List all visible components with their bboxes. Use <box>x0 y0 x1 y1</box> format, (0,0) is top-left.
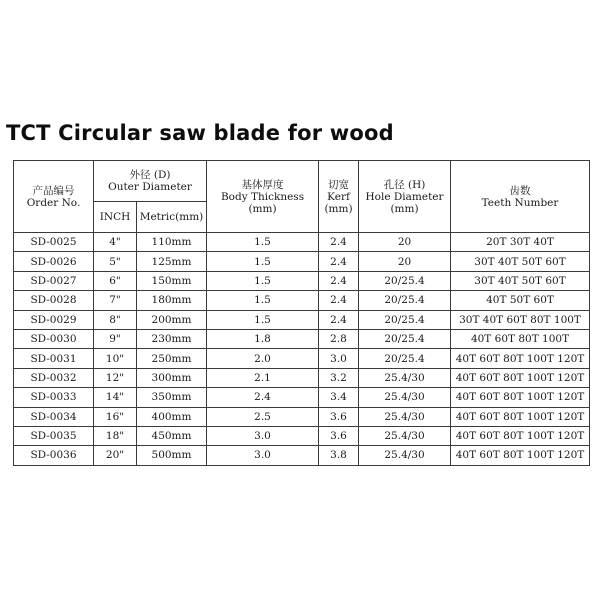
page-title: TCT Circular saw blade for wood <box>6 121 394 145</box>
teeth-number-cell: 40T 60T 80T 100T 120T <box>451 407 590 426</box>
inch-cell: 18" <box>94 426 137 445</box>
table-row <box>14 388 590 407</box>
teeth-number-cell: 30T 40T 50T 60T <box>451 252 590 271</box>
header-kerf-unit: (mm) <box>324 202 353 215</box>
header-body-thickness-cn: 基体厚度 <box>241 178 284 191</box>
table-header <box>14 161 590 233</box>
teeth-number-cell: 40T 50T 60T <box>451 291 590 310</box>
inch-cell: 5" <box>94 252 137 271</box>
metric-cell: 180mm <box>137 291 207 310</box>
header-outer-diameter-cn: 外径 (D) <box>129 169 171 181</box>
metric-cell: 230mm <box>137 329 207 348</box>
order-no-cell: SD-0033 <box>14 388 94 407</box>
kerf-cell: 2.4 <box>319 310 359 329</box>
header-teeth-number-cn: 齿数 <box>509 184 531 197</box>
kerf-cell: 2.4 <box>319 271 359 290</box>
body-thickness-cell: 2.0 <box>207 349 319 368</box>
table-row <box>14 349 590 368</box>
header-hole-diameter <box>359 161 451 233</box>
teeth-number-cell: 40T 60T 80T 100T 120T <box>451 368 590 387</box>
header-kerf-en: Kerf <box>327 190 350 203</box>
body-thickness-cell: 2.1 <box>207 368 319 387</box>
kerf-cell: 3.6 <box>319 407 359 426</box>
teeth-number-cell: 40T 60T 80T 100T 120T <box>451 446 590 465</box>
table-row <box>14 426 590 445</box>
inch-cell: 12" <box>94 368 137 387</box>
metric-cell: 350mm <box>137 388 207 407</box>
inch-cell: 8" <box>94 310 137 329</box>
inch-cell: 9" <box>94 329 137 348</box>
header-body-thickness <box>207 161 319 233</box>
header-kerf-cn: 切宽 <box>328 178 350 191</box>
kerf-cell: 2.8 <box>319 329 359 348</box>
metric-cell: 500mm <box>137 446 207 465</box>
body-thickness-cell: 2.5 <box>207 407 319 426</box>
kerf-cell: 2.4 <box>319 291 359 310</box>
hole-diameter-cell: 20/25.4 <box>359 291 451 310</box>
inch-cell: 20" <box>94 446 137 465</box>
body-thickness-cell: 1.5 <box>207 310 319 329</box>
body-thickness-cell: 3.0 <box>207 446 319 465</box>
header-hole-diameter-unit: (mm) <box>390 202 419 215</box>
metric-cell: 450mm <box>137 426 207 445</box>
hole-diameter-cell: 25.4/30 <box>359 388 451 407</box>
table-body <box>14 233 590 466</box>
order-no-cell: SD-0034 <box>14 407 94 426</box>
metric-cell: 400mm <box>137 407 207 426</box>
body-thickness-cell: 1.8 <box>207 329 319 348</box>
order-no-cell: SD-0026 <box>14 252 94 271</box>
table-row <box>14 252 590 271</box>
header-hole-diameter-en: Hole Diameter <box>365 190 444 203</box>
order-no-cell: SD-0027 <box>14 271 94 290</box>
hole-diameter-cell: 25.4/30 <box>359 426 451 445</box>
metric-cell: 200mm <box>137 310 207 329</box>
metric-cell: 110mm <box>137 233 207 252</box>
inch-cell: 14" <box>94 388 137 407</box>
teeth-number-cell: 40T 60T 80T 100T <box>451 329 590 348</box>
order-no-cell: SD-0025 <box>14 233 94 252</box>
order-no-cell: SD-0036 <box>14 446 94 465</box>
kerf-cell: 3.8 <box>319 446 359 465</box>
inch-cell: 10" <box>94 349 137 368</box>
header-order-no-cn: 产品编号 <box>32 184 75 197</box>
kerf-cell: 3.6 <box>319 426 359 445</box>
hole-diameter-cell: 20 <box>359 233 451 252</box>
header-order-no-en: Order No. <box>26 196 81 209</box>
header-outer-diameter-en: Outer Diameter <box>108 181 192 193</box>
hole-diameter-cell: 20/25.4 <box>359 271 451 290</box>
header-kerf <box>319 161 359 233</box>
header-body-thickness-en: Body Thickness <box>220 190 305 203</box>
table-row <box>14 271 590 290</box>
teeth-number-cell: 40T 60T 80T 100T 120T <box>451 349 590 368</box>
table-row <box>14 329 590 348</box>
table-row <box>14 368 590 387</box>
teeth-number-cell: 40T 60T 80T 100T 120T <box>451 388 590 407</box>
table-row <box>14 291 590 310</box>
hole-diameter-cell: 25.4/30 <box>359 368 451 387</box>
header-hole-diameter-cn: 孔径 (H) <box>383 178 426 191</box>
metric-cell: 150mm <box>137 271 207 290</box>
table-row <box>14 233 590 252</box>
metric-cell: 250mm <box>137 349 207 368</box>
inch-cell: 16" <box>94 407 137 426</box>
hole-diameter-cell: 20/25.4 <box>359 310 451 329</box>
order-no-cell: SD-0030 <box>14 329 94 348</box>
header-teeth-number-en: Teeth Number <box>481 196 559 209</box>
header-teeth-number <box>451 161 590 233</box>
body-thickness-cell: 1.5 <box>207 291 319 310</box>
teeth-number-cell: 20T 30T 40T <box>451 233 590 252</box>
metric-cell: 300mm <box>137 368 207 387</box>
spec-table <box>13 160 590 466</box>
hole-diameter-cell: 25.4/30 <box>359 407 451 426</box>
header-inch: INCH <box>94 202 137 233</box>
header-body-thickness-unit: (mm) <box>248 202 277 215</box>
teeth-number-cell: 30T 40T 50T 60T <box>451 271 590 290</box>
kerf-cell: 3.0 <box>319 349 359 368</box>
body-thickness-cell: 1.5 <box>207 271 319 290</box>
table-row <box>14 446 590 465</box>
header-outer-diameter <box>94 161 207 202</box>
kerf-cell: 3.2 <box>319 368 359 387</box>
hole-diameter-cell: 20/25.4 <box>359 349 451 368</box>
teeth-number-cell: 30T 40T 60T 80T 100T <box>451 310 590 329</box>
order-no-cell: SD-0028 <box>14 291 94 310</box>
header-order-no <box>14 161 94 233</box>
hole-diameter-cell: 20 <box>359 252 451 271</box>
kerf-cell: 2.4 <box>319 233 359 252</box>
table-row <box>14 407 590 426</box>
table-row <box>14 310 590 329</box>
body-thickness-cell: 1.5 <box>207 252 319 271</box>
body-thickness-cell: 1.5 <box>207 233 319 252</box>
hole-diameter-cell: 20/25.4 <box>359 329 451 348</box>
header-metric: Metric(mm) <box>137 202 207 233</box>
kerf-cell: 3.4 <box>319 388 359 407</box>
order-no-cell: SD-0035 <box>14 426 94 445</box>
body-thickness-cell: 3.0 <box>207 426 319 445</box>
inch-cell: 6" <box>94 271 137 290</box>
order-no-cell: SD-0029 <box>14 310 94 329</box>
body-thickness-cell: 2.4 <box>207 388 319 407</box>
order-no-cell: SD-0032 <box>14 368 94 387</box>
order-no-cell: SD-0031 <box>14 349 94 368</box>
inch-cell: 4" <box>94 233 137 252</box>
hole-diameter-cell: 25.4/30 <box>359 446 451 465</box>
teeth-number-cell: 40T 60T 80T 100T 120T <box>451 426 590 445</box>
kerf-cell: 2.4 <box>319 252 359 271</box>
metric-cell: 125mm <box>137 252 207 271</box>
inch-cell: 7" <box>94 291 137 310</box>
